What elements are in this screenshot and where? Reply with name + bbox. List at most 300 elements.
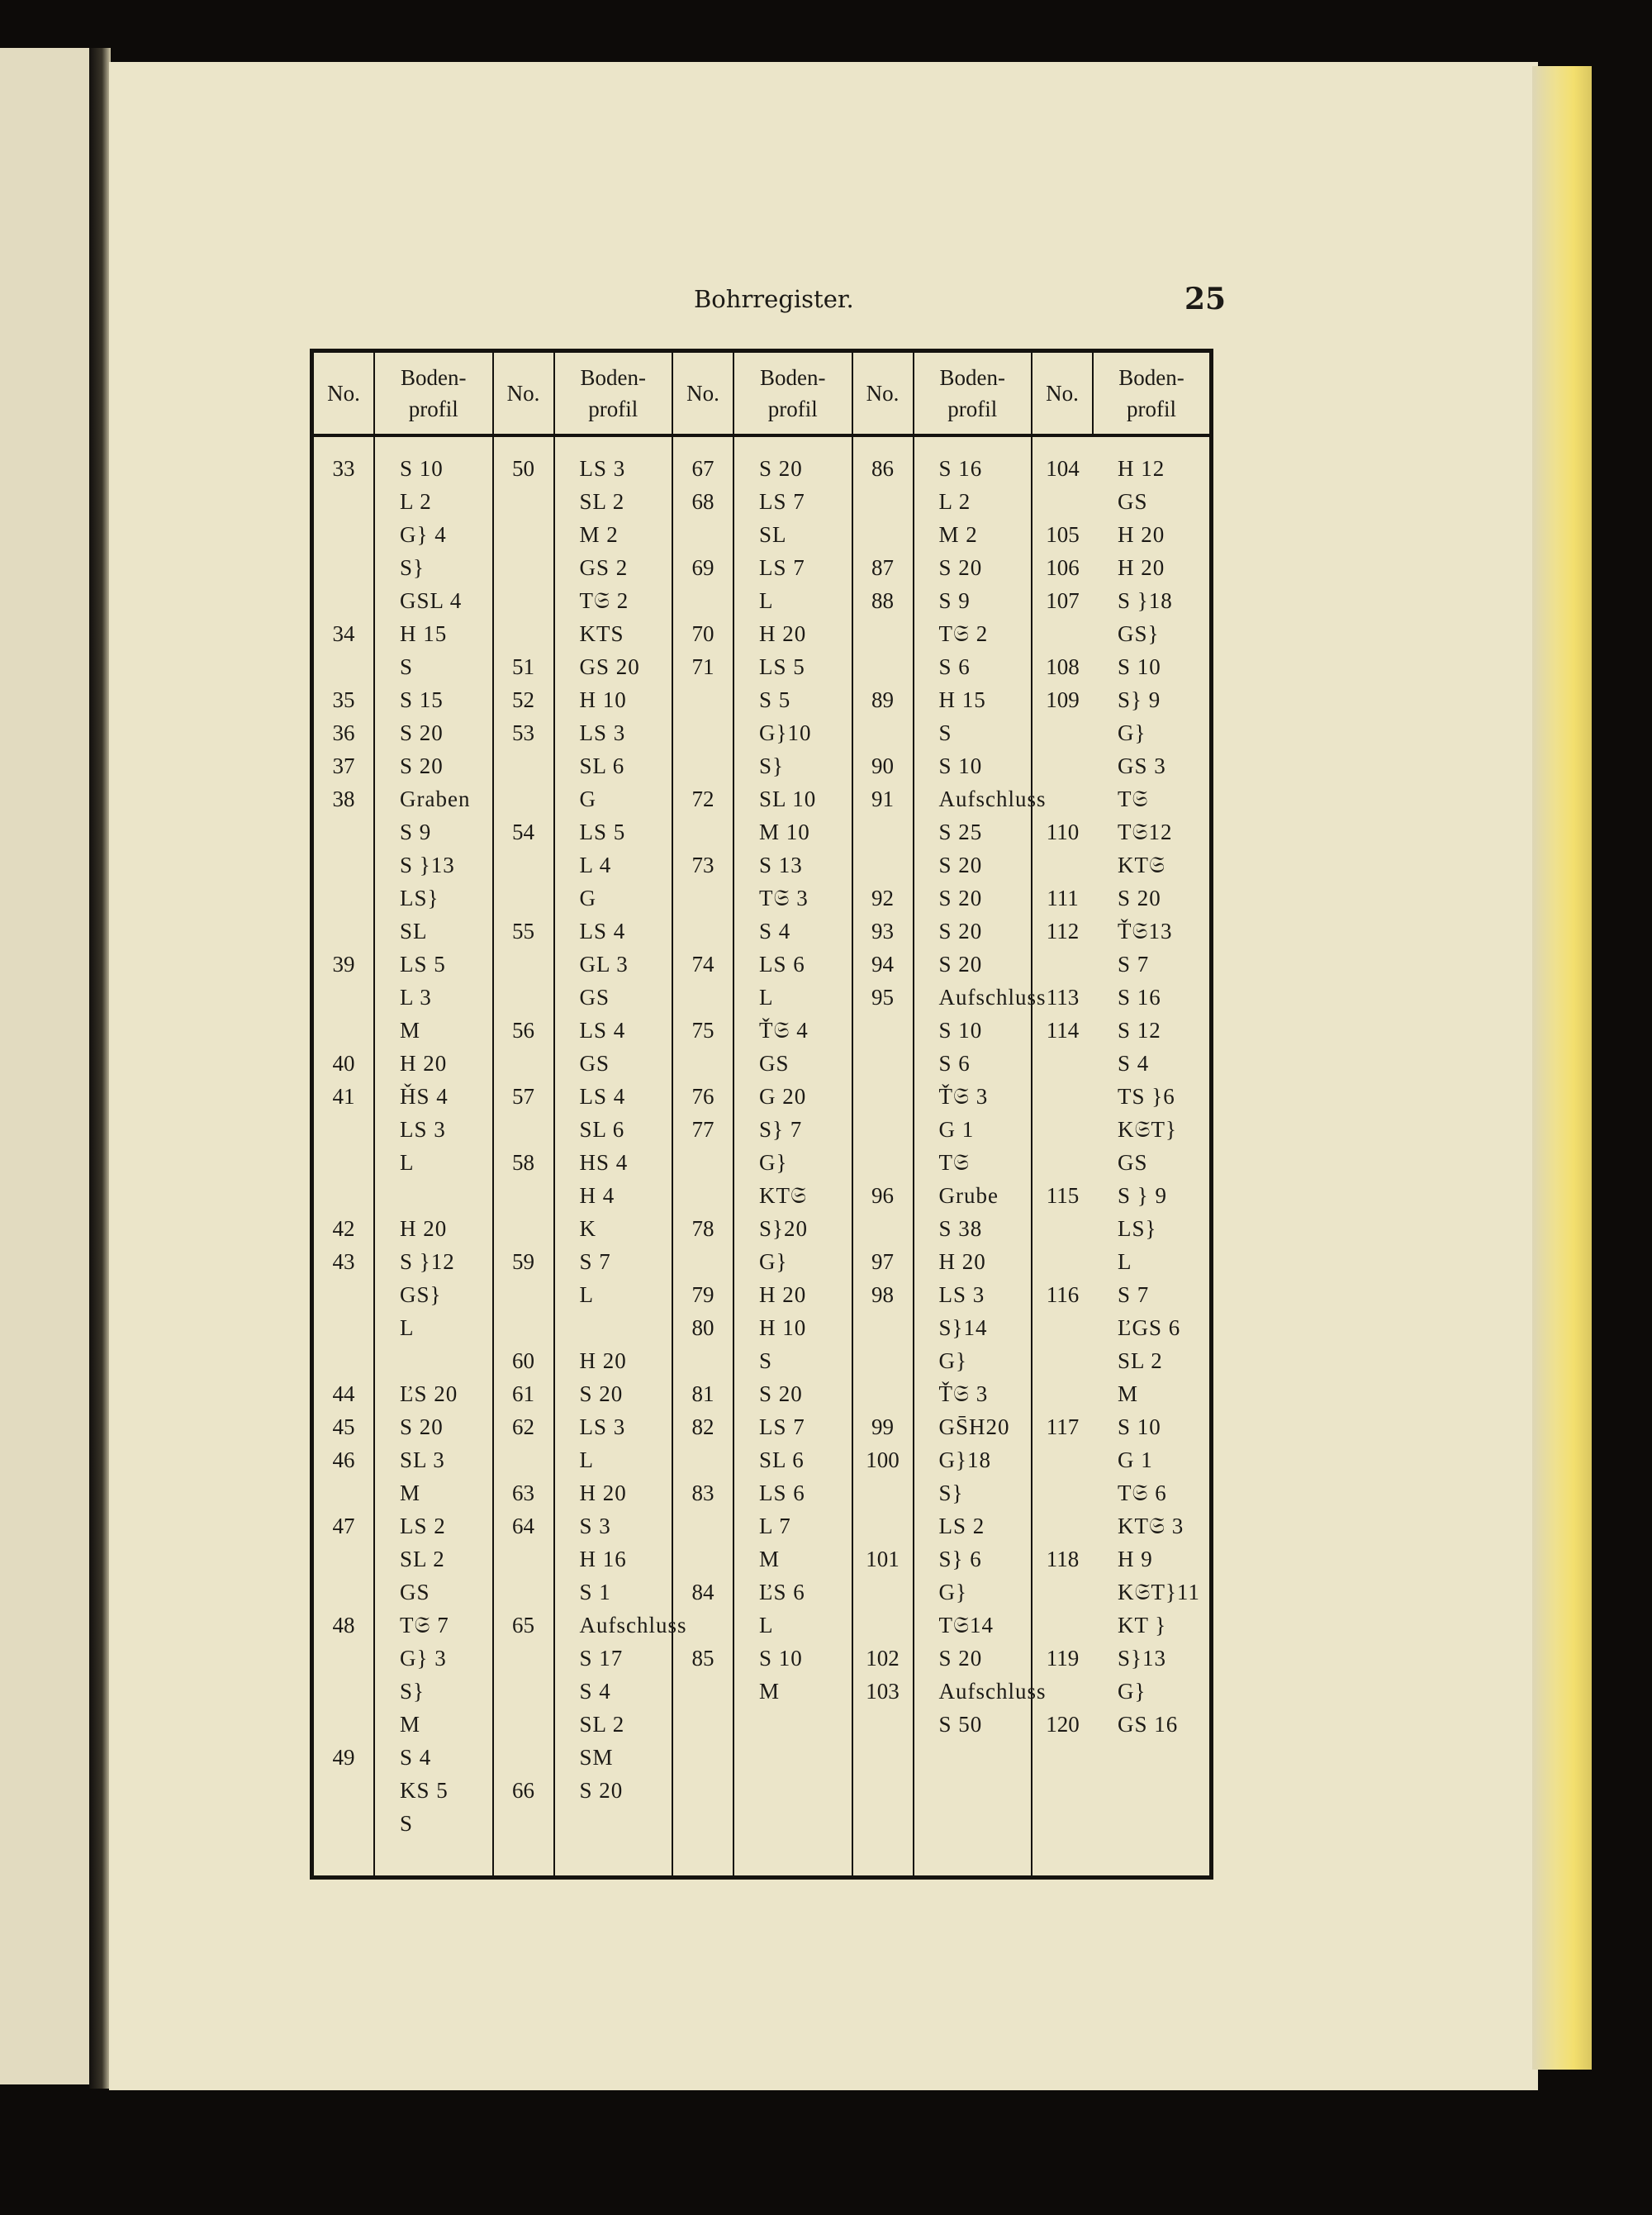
bodenprofil-entry: S 4 bbox=[579, 1679, 611, 1704]
bohrung-number bbox=[314, 981, 373, 1014]
bodenprofil-entry: SL 2 bbox=[400, 1547, 445, 1571]
bodenprofil-entry: S 16 bbox=[1118, 985, 1161, 1010]
bohrung-number: 75 bbox=[691, 1018, 714, 1043]
bodenprofil-entry: S 20 bbox=[938, 1646, 983, 1671]
bodenprofil-entry: S 20 bbox=[1118, 886, 1161, 910]
bohrung-number bbox=[314, 1113, 373, 1146]
bohrung-number: 87 bbox=[871, 555, 894, 580]
bodenprofil-entry: M bbox=[400, 1712, 421, 1737]
bodenprofil-entry: S} bbox=[400, 555, 425, 580]
bodenprofil-entry: S 20 bbox=[400, 1414, 444, 1439]
bodenprofil-entry: H 20 bbox=[579, 1481, 627, 1505]
column-header-profil: Boden- profil bbox=[914, 351, 1032, 436]
bohrung-number bbox=[673, 1443, 733, 1476]
bodenprofil-entry: T𝔖 bbox=[938, 1150, 970, 1175]
group-4-no-cell bbox=[1032, 435, 1093, 1878]
bodenprofil-entry: GS bbox=[579, 1051, 610, 1076]
bohrung-number bbox=[314, 1014, 373, 1047]
bodenprofil-entry: LS 7 bbox=[759, 1414, 805, 1439]
bodenprofil-entry: H 12 bbox=[1118, 456, 1165, 481]
table-body-row bbox=[312, 435, 1212, 1878]
bodenprofil-entry: L bbox=[400, 1315, 415, 1340]
bohrung-number bbox=[853, 1047, 913, 1080]
bohrung-number: 61 bbox=[512, 1381, 534, 1406]
bodenprofil-entry: G} bbox=[1118, 720, 1146, 745]
bohrung-number: 96 bbox=[871, 1183, 894, 1208]
bodenprofil-entry: TS }6 bbox=[1118, 1084, 1175, 1109]
bodenprofil-entry: GS̄H20 bbox=[938, 1414, 1010, 1439]
bodenprofil-entry: S 3 bbox=[579, 1514, 611, 1538]
bodenprofil-entry: Grube bbox=[938, 1183, 999, 1208]
bodenprofil-entry: Ť𝔖 3 bbox=[938, 1381, 989, 1406]
bohrung-number: 59 bbox=[512, 1249, 534, 1274]
bohrung-number bbox=[494, 584, 553, 617]
bodenprofil-entry: GS 3 bbox=[1118, 753, 1166, 778]
bohrung-number bbox=[314, 518, 373, 551]
page-number: 25 bbox=[1184, 282, 1227, 316]
bodenprofil-entry: SL 6 bbox=[579, 753, 625, 778]
bodenprofil-entry: ĽS 6 bbox=[759, 1580, 805, 1604]
bodenprofil-entry: L bbox=[759, 985, 774, 1010]
bodenprofil-entry: ĽGS 6 bbox=[1118, 1315, 1181, 1340]
bohrung-number bbox=[494, 848, 553, 882]
bodenprofil-entry: S 20 bbox=[938, 952, 983, 977]
bodenprofil-entry: H 9 bbox=[1118, 1547, 1153, 1571]
bohrung-number bbox=[673, 1047, 733, 1080]
bohrung-number: 90 bbox=[871, 753, 894, 778]
bohrung-number bbox=[673, 1542, 733, 1576]
bodenprofil-entry: GS 2 bbox=[579, 555, 629, 580]
bodenprofil-entry: Graben bbox=[400, 787, 471, 811]
bohrung-number bbox=[1032, 1113, 1093, 1146]
bohrung-number: 89 bbox=[871, 687, 894, 712]
bodenprofil-entry: S 6 bbox=[938, 1051, 971, 1076]
column-header-profil: Boden- profil bbox=[554, 351, 673, 436]
bodenprofil-entry: T𝔖 2 bbox=[579, 588, 629, 613]
bohrung-number bbox=[494, 1741, 553, 1774]
bodenprofil-entry: L bbox=[400, 1150, 415, 1175]
bodenprofil-entry: H 20 bbox=[1118, 555, 1165, 580]
bodenprofil-entry: LS 7 bbox=[759, 555, 805, 580]
bodenprofil-entry: S}14 bbox=[938, 1315, 988, 1340]
bodenprofil-entry: KS 5 bbox=[400, 1778, 449, 1803]
bodenprofil-entry: Ť𝔖13 bbox=[1118, 919, 1173, 944]
bohrung-number: 119 bbox=[1046, 1646, 1080, 1671]
bohrung-number: 80 bbox=[691, 1315, 714, 1340]
bohrung-number bbox=[314, 882, 373, 915]
bodenprofil-entry: GL 3 bbox=[579, 952, 629, 977]
bohrung-number: 58 bbox=[512, 1150, 534, 1175]
bodenprofil-entry: LS 5 bbox=[400, 952, 446, 977]
bodenprofil-entry: SL 10 bbox=[759, 787, 817, 811]
bohrung-number bbox=[853, 485, 913, 518]
bodenprofil-entry: LS 2 bbox=[400, 1514, 446, 1538]
bodenprofil-entry: GS bbox=[400, 1580, 430, 1604]
bohrung-number bbox=[1032, 716, 1093, 749]
bodenprofil-entry: S 50 bbox=[938, 1712, 983, 1737]
bohrung-number bbox=[494, 1113, 553, 1146]
bodenprofil-entry: G 1 bbox=[1118, 1447, 1153, 1472]
bohrung-number bbox=[314, 1179, 373, 1212]
bodenprofil-entry: H 20 bbox=[579, 1348, 627, 1373]
bohrung-number: 43 bbox=[332, 1249, 355, 1274]
bodenprofil-entry: S 4 bbox=[759, 919, 791, 944]
bohrung-number: 66 bbox=[512, 1778, 534, 1803]
bodenprofil-entry: LS 3 bbox=[579, 720, 626, 745]
bohrung-number bbox=[1032, 1311, 1093, 1344]
bodenprofil-entry: S 9 bbox=[400, 820, 432, 844]
bodenprofil-entry: G} bbox=[759, 1150, 788, 1175]
bohrung-number bbox=[1032, 1047, 1093, 1080]
group-2-profil-cell bbox=[733, 435, 852, 1878]
bohrung-number bbox=[853, 848, 913, 882]
bohrung-number bbox=[1032, 1245, 1093, 1278]
bodenprofil-entry: LS 4 bbox=[579, 1018, 626, 1043]
bodenprofil-entry: H 15 bbox=[400, 621, 448, 646]
bodenprofil-entry: L bbox=[759, 1613, 774, 1637]
bohrung-number: 109 bbox=[1046, 687, 1080, 712]
bodenprofil-entry: GSL 4 bbox=[400, 588, 463, 613]
bodenprofil-entry: SL 2 bbox=[579, 1712, 625, 1737]
bohrung-number bbox=[1032, 1675, 1093, 1708]
group-3-no-cell bbox=[852, 435, 914, 1878]
bohrung-number: 104 bbox=[1046, 456, 1080, 481]
bohrung-number: 55 bbox=[512, 919, 534, 944]
bodenprofil-entry: S 25 bbox=[938, 820, 983, 844]
bohrung-number: 120 bbox=[1046, 1712, 1080, 1737]
bodenprofil-entry: SM bbox=[579, 1745, 614, 1770]
bodenprofil-entry: M 10 bbox=[759, 820, 810, 844]
bohrung-number bbox=[1032, 1080, 1093, 1113]
bohrung-number: 102 bbox=[866, 1646, 900, 1671]
bohrung-number bbox=[1032, 1212, 1093, 1245]
bodenprofil-entry: S}20 bbox=[759, 1216, 808, 1241]
bohrung-number: 65 bbox=[512, 1613, 534, 1637]
bodenprofil-entry: H 16 bbox=[579, 1547, 627, 1571]
bohrung-number bbox=[494, 1576, 553, 1609]
bodenprofil-entry bbox=[375, 1344, 492, 1377]
bohrung-number: 38 bbox=[332, 787, 355, 811]
bodenprofil-entry: LS 5 bbox=[759, 654, 805, 679]
bodenprofil-entry: LS 6 bbox=[759, 952, 805, 977]
bodenprofil-entry: S 17 bbox=[579, 1646, 624, 1671]
bohrung-number bbox=[494, 551, 553, 584]
bodenprofil-entry: KT𝔖 3 bbox=[1118, 1514, 1184, 1538]
bohrung-number bbox=[314, 1807, 373, 1840]
bodenprofil-entry: G bbox=[579, 787, 596, 811]
bohrung-number: 112 bbox=[1046, 919, 1080, 944]
bohrung-number: 113 bbox=[1046, 985, 1080, 1010]
bohrung-number bbox=[1032, 1576, 1093, 1609]
bohrung-number bbox=[1032, 1609, 1093, 1642]
bodenprofil-entry: M bbox=[400, 1018, 421, 1043]
bodenprofil-entry: LS 3 bbox=[579, 456, 626, 481]
bohrung-number bbox=[494, 1642, 553, 1675]
bodenprofil-entry: S 7 bbox=[1118, 1282, 1150, 1307]
bohrung-number bbox=[494, 617, 553, 650]
bodenprofil-entry: S 12 bbox=[1118, 1018, 1161, 1043]
bodenprofil-entry: LS} bbox=[400, 886, 439, 910]
bodenprofil-entry: S 20 bbox=[938, 919, 983, 944]
bohrung-number bbox=[853, 518, 913, 551]
bodenprofil-entry: S 10 bbox=[938, 1018, 983, 1043]
bodenprofil-entry: S 10 bbox=[1118, 654, 1161, 679]
bodenprofil-entry: M 2 bbox=[579, 522, 619, 547]
bohrung-number bbox=[673, 882, 733, 915]
bohrung-number: 92 bbox=[871, 886, 894, 910]
bodenprofil-entry: H 20 bbox=[400, 1051, 448, 1076]
bohrung-number: 41 bbox=[332, 1084, 355, 1109]
bodenprofil-entry: S 20 bbox=[938, 886, 983, 910]
bodenprofil-entry: S 20 bbox=[400, 753, 444, 778]
bodenprofil-entry: H 20 bbox=[759, 621, 807, 646]
bodenprofil-entry: S }12 bbox=[400, 1249, 455, 1274]
bohrung-number: 62 bbox=[512, 1414, 534, 1439]
bodenprofil-entry: G 20 bbox=[759, 1084, 807, 1109]
bohrung-number: 36 bbox=[332, 720, 355, 745]
bohrung-number bbox=[673, 749, 733, 782]
column-header-profil: Boden- profil bbox=[733, 351, 852, 436]
bohrung-number: 44 bbox=[332, 1381, 355, 1406]
bohrung-number bbox=[1032, 1344, 1093, 1377]
bohrung-number: 98 bbox=[871, 1282, 894, 1307]
bodenprofil-entry: LS 4 bbox=[579, 919, 626, 944]
bodenprofil-entry: S 20 bbox=[759, 456, 803, 481]
bohrung-number bbox=[853, 1113, 913, 1146]
bodenprofil-entry: T𝔖12 bbox=[1118, 820, 1173, 844]
bohrung-number: 69 bbox=[691, 555, 714, 580]
bohrung-number bbox=[673, 1179, 733, 1212]
bodenprofil-entry: GS 16 bbox=[1118, 1712, 1179, 1737]
bohrung-number: 118 bbox=[1046, 1547, 1080, 1571]
bohrung-number: 46 bbox=[332, 1447, 355, 1472]
bohrung-number: 63 bbox=[512, 1481, 534, 1505]
bohrung-number bbox=[853, 1080, 913, 1113]
bohrung-number: 107 bbox=[1046, 588, 1080, 613]
bohrung-number: 39 bbox=[332, 952, 355, 977]
bodenprofil-entry: M bbox=[759, 1547, 781, 1571]
bohrung-number bbox=[314, 1476, 373, 1509]
bohrung-number bbox=[673, 1344, 733, 1377]
bohrung-number: 95 bbox=[871, 985, 894, 1010]
bodenprofil-entry: S 20 bbox=[938, 555, 983, 580]
bodenprofil-entry: G} 4 bbox=[400, 522, 447, 547]
bohrung-number: 51 bbox=[512, 654, 534, 679]
bodenprofil-entry: K𝔖T}11 bbox=[1118, 1580, 1200, 1604]
group-1-no-cell bbox=[493, 435, 554, 1878]
bodenprofil-entry: H 4 bbox=[579, 1183, 615, 1208]
bohrung-number: 72 bbox=[691, 787, 714, 811]
bohrung-number: 35 bbox=[332, 687, 355, 712]
bodenprofil-entry: S bbox=[400, 654, 414, 679]
bohrung-number bbox=[314, 1542, 373, 1576]
group-0-no-cell bbox=[312, 435, 375, 1878]
bodenprofil-entry: M bbox=[759, 1679, 781, 1704]
bohrung-number: 73 bbox=[691, 853, 714, 877]
bodenprofil-entry: H 10 bbox=[759, 1315, 807, 1340]
bohrung-number bbox=[494, 1047, 553, 1080]
bohrung-number bbox=[494, 749, 553, 782]
bohrung-number: 81 bbox=[691, 1381, 714, 1406]
bodenprofil-entry: LS 5 bbox=[579, 820, 626, 844]
bohrung-number: 101 bbox=[866, 1547, 900, 1571]
bodenprofil-entry: L 2 bbox=[938, 489, 971, 514]
bodenprofil-entry: S 10 bbox=[938, 753, 983, 778]
bodenprofil-entry: L bbox=[579, 1282, 594, 1307]
bodenprofil-entry: S 38 bbox=[938, 1216, 983, 1241]
bodenprofil-entry: K bbox=[579, 1216, 596, 1241]
bodenprofil-entry: H 10 bbox=[579, 687, 627, 712]
bohrung-number bbox=[494, 518, 553, 551]
bohrung-number: 97 bbox=[871, 1249, 894, 1274]
bodenprofil-entry: G} bbox=[1118, 1679, 1146, 1704]
bodenprofil-entry: LS 3 bbox=[938, 1282, 985, 1307]
bohrung-number: 60 bbox=[512, 1348, 534, 1373]
bodenprofil-entry: S} 9 bbox=[1118, 687, 1161, 712]
bodenprofil-entry: S 20 bbox=[579, 1778, 624, 1803]
bodenprofil-entry: H 15 bbox=[938, 687, 986, 712]
bodenprofil-entry: G} bbox=[759, 1249, 788, 1274]
bohrung-number bbox=[314, 1278, 373, 1311]
bohrung-number: 54 bbox=[512, 820, 534, 844]
bohrung-number: 57 bbox=[512, 1084, 534, 1109]
bohrung-number: 78 bbox=[691, 1216, 714, 1241]
bohrung-number bbox=[673, 915, 733, 948]
bohrung-number bbox=[494, 882, 553, 915]
bohrung-number bbox=[853, 1576, 913, 1609]
bohrung-number bbox=[1032, 1146, 1093, 1179]
bohrung-number bbox=[673, 1146, 733, 1179]
bohrung-number: 34 bbox=[332, 621, 355, 646]
bohrung-number bbox=[314, 551, 373, 584]
bohrung-number: 91 bbox=[871, 787, 894, 811]
bohrung-number: 83 bbox=[691, 1481, 714, 1505]
bodenprofil-entry: G 1 bbox=[938, 1117, 975, 1142]
bohrung-number: 94 bbox=[871, 952, 894, 977]
bohrung-number: 33 bbox=[332, 456, 355, 481]
bohrung-number: 50 bbox=[512, 456, 534, 481]
bodenprofil-entry: S 1 bbox=[579, 1580, 611, 1604]
bodenprofil-entry: Ť𝔖 3 bbox=[938, 1084, 989, 1109]
bodenprofil-entry: LS 4 bbox=[579, 1084, 626, 1109]
bodenprofil-entry: G} bbox=[938, 1580, 967, 1604]
bohrung-number bbox=[673, 815, 733, 848]
bohrung-number bbox=[1032, 1443, 1093, 1476]
bodenprofil-entry: SL 3 bbox=[400, 1447, 445, 1472]
bodenprofil-entry: SL 2 bbox=[579, 489, 625, 514]
bohrung-number bbox=[853, 1377, 913, 1410]
bodenprofil-entry bbox=[375, 1179, 492, 1212]
bohrung-number: 76 bbox=[691, 1084, 714, 1109]
bodenprofil-entry: S} 7 bbox=[759, 1117, 803, 1142]
bohrung-number: 84 bbox=[691, 1580, 714, 1604]
column-header-no: No. bbox=[493, 351, 554, 436]
bodenprofil-entry: S bbox=[938, 720, 952, 745]
bohrung-number bbox=[853, 650, 913, 683]
bodenprofil-entry: S 10 bbox=[759, 1646, 803, 1671]
bodenprofil-entry: S 20 bbox=[579, 1381, 624, 1406]
facing-page bbox=[0, 48, 99, 2084]
bohrung-number bbox=[494, 1311, 553, 1344]
bohrung-number bbox=[853, 1609, 913, 1642]
bohrung-number bbox=[853, 1146, 913, 1179]
bohrung-number: 86 bbox=[871, 456, 894, 481]
bohrung-number: 82 bbox=[691, 1414, 714, 1439]
bohrung-number bbox=[494, 948, 553, 981]
bodenprofil-entry: M bbox=[1118, 1381, 1139, 1406]
bohrung-number bbox=[314, 485, 373, 518]
bohrung-number: 114 bbox=[1046, 1018, 1080, 1043]
bodenprofil-entry: ȞS 4 bbox=[400, 1084, 449, 1109]
bohrung-number bbox=[1032, 1377, 1093, 1410]
bohrung-number: 105 bbox=[1046, 522, 1080, 547]
column-header-no: No. bbox=[672, 351, 733, 436]
bohrung-number bbox=[314, 1774, 373, 1807]
group-3-profil-cell bbox=[914, 435, 1047, 1878]
bodenprofil-entry: LS 6 bbox=[759, 1481, 805, 1505]
bodenprofil-entry: G}18 bbox=[938, 1447, 991, 1472]
column-header-no: No. bbox=[312, 351, 375, 436]
bohrung-number: 108 bbox=[1046, 654, 1080, 679]
bodenprofil-entry: GS} bbox=[1118, 621, 1160, 646]
bohrung-number: 77 bbox=[691, 1117, 714, 1142]
bohrung-number bbox=[853, 1344, 913, 1377]
bohrung-number bbox=[1032, 749, 1093, 782]
bohrung-number: 40 bbox=[332, 1051, 355, 1076]
bodenprofil-entry: S 20 bbox=[759, 1381, 803, 1406]
bohrung-number: 79 bbox=[691, 1282, 714, 1307]
bodenprofil-entry: HS 4 bbox=[579, 1150, 629, 1175]
bodenprofil-entry: S 6 bbox=[938, 654, 971, 679]
bohrung-number bbox=[494, 782, 553, 815]
bohrung-number bbox=[673, 518, 733, 551]
bohrung-number bbox=[314, 1344, 373, 1377]
bohrung-number bbox=[314, 1576, 373, 1609]
bohrung-number: 100 bbox=[866, 1447, 900, 1472]
group-1-profil-cell bbox=[554, 435, 687, 1878]
running-title: Bohrregister. bbox=[694, 285, 854, 313]
bohrung-number bbox=[1032, 617, 1093, 650]
bodenprofil-entry: T𝔖 2 bbox=[938, 621, 989, 646]
bohrung-number bbox=[1032, 848, 1093, 882]
page-header bbox=[306, 282, 1227, 326]
bodenprofil-entry: L 3 bbox=[400, 985, 432, 1010]
bohrung-number: 74 bbox=[691, 952, 714, 977]
bodenprofil-entry: H 20 bbox=[400, 1216, 448, 1241]
bodenprofil-entry: L 4 bbox=[579, 853, 612, 877]
bodenprofil-entry: GS} bbox=[400, 1282, 442, 1307]
bodenprofil-entry: GS bbox=[579, 985, 610, 1010]
bodenprofil-entry: K𝔖T} bbox=[1118, 1117, 1177, 1142]
bohrung-number bbox=[853, 1476, 913, 1509]
bodenprofil-entry: Aufschluss bbox=[938, 787, 1047, 811]
bohrung-number: 45 bbox=[332, 1414, 355, 1439]
bohrung-number: 49 bbox=[332, 1745, 355, 1770]
bohrung-number: 110 bbox=[1046, 820, 1080, 844]
bodenprofil-entry: LS 2 bbox=[938, 1514, 985, 1538]
bohrung-number bbox=[494, 1278, 553, 1311]
bodenprofil-entry: KT𝔖 bbox=[759, 1183, 807, 1208]
bodenprofil-entry: L bbox=[759, 588, 774, 613]
bodenprofil-entry: S 4 bbox=[1118, 1051, 1150, 1076]
bodenprofil-entry: G} bbox=[938, 1348, 967, 1373]
bodenprofil-entry: GS bbox=[1118, 489, 1148, 514]
bohrung-number: 85 bbox=[691, 1646, 714, 1671]
bodenprofil-entry: GS bbox=[759, 1051, 790, 1076]
bohrung-number bbox=[673, 683, 733, 716]
bohrung-number bbox=[853, 1509, 913, 1542]
bodenprofil-entry: L bbox=[579, 1447, 594, 1472]
